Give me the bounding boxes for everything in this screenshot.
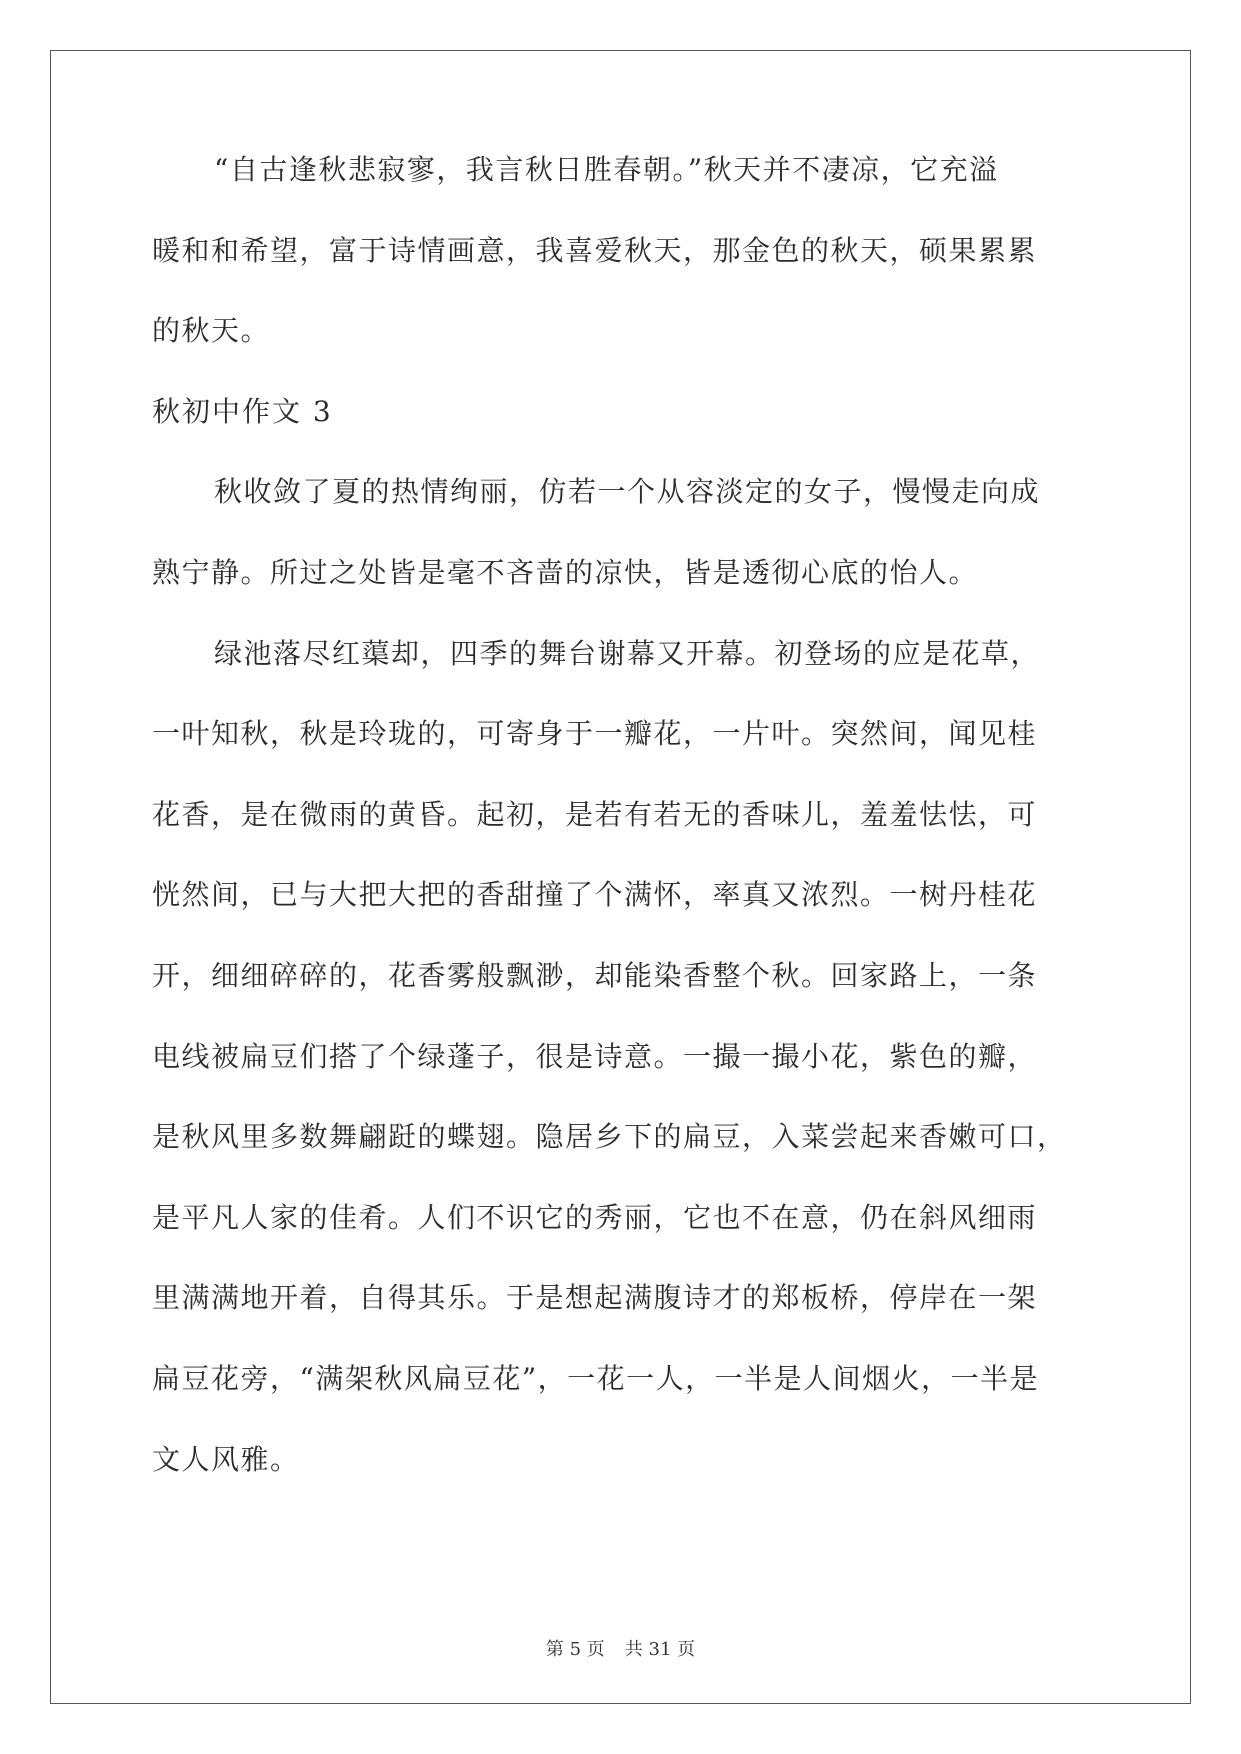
paragraph-line: 恍然间，已与大把大把的香甜撞了个满怀，率真又浓烈。一树丹桂花 bbox=[152, 878, 1038, 912]
paragraph-line: 熟宁静。所过之处皆是毫不吝啬的凉快，皆是透彻心底的怡人。 bbox=[152, 555, 979, 589]
section-heading: 秋初中作文 3 bbox=[152, 394, 333, 428]
paragraph-line: “自古逢秋悲寂寥，我言秋日胜春朝。”秋天并不凄凉，它充溢 bbox=[214, 153, 999, 186]
paragraph-line: 的秋天。 bbox=[152, 314, 271, 348]
page-footer bbox=[0, 1638, 1241, 1662]
paragraph-line: 电线被扁豆们搭了个绿蓬子，很是诗意。一撮一撮小花，紫色的瓣， bbox=[152, 1039, 1038, 1073]
paragraph-line: 一叶知秋，秋是玲珑的，可寄身于一瓣花，一片叶。突然间，闻见桂 bbox=[152, 717, 1038, 751]
page-number: 第 5 页 bbox=[545, 1639, 605, 1660]
paragraph-line: 是平凡人家的佳肴。人们不识它的秀丽，它也不在意，仍在斜风细雨 bbox=[152, 1200, 1038, 1234]
total-pages: 共 31 页 bbox=[624, 1639, 696, 1660]
document-body bbox=[152, 150, 1092, 1520]
paragraph-line: 文人风雅。 bbox=[152, 1442, 300, 1476]
paragraph-line: 里满满地开着，自得其乐。于是想起满腹诗才的郑板桥，停岸在一架 bbox=[152, 1281, 1038, 1315]
paragraph-line: 扁豆花旁，“满架秋风扁豆花”，一花一人，一半是人间烟火，一半是 bbox=[152, 1361, 1040, 1395]
paragraph-line: 暖和和希望，富于诗情画意，我喜爱秋天，那金色的秋天，硕果累累 bbox=[152, 233, 1038, 267]
paragraph-line: 秋收敛了夏的热情绚丽，仿若一个从容淡定的女子，慢慢走向成 bbox=[214, 475, 1041, 509]
paragraph-line: 花香，是在微雨的黄昏。起初，是若有若无的香味儿，羞羞怯怯，可 bbox=[152, 797, 1038, 831]
paragraph-line: 是秋风里多数舞翩跹的蝶翅。隐居乡下的扁豆，入菜尝起来香嫩可口， bbox=[152, 1120, 1067, 1154]
paragraph-line: 绿池落尽红蕖却，四季的舞台谢幕又开幕。初登场的应是花草， bbox=[214, 636, 1041, 670]
paragraph-line: 开，细细碎碎的，花香雾般飘渺，却能染香整个秋。回家路上，一条 bbox=[152, 958, 1038, 992]
